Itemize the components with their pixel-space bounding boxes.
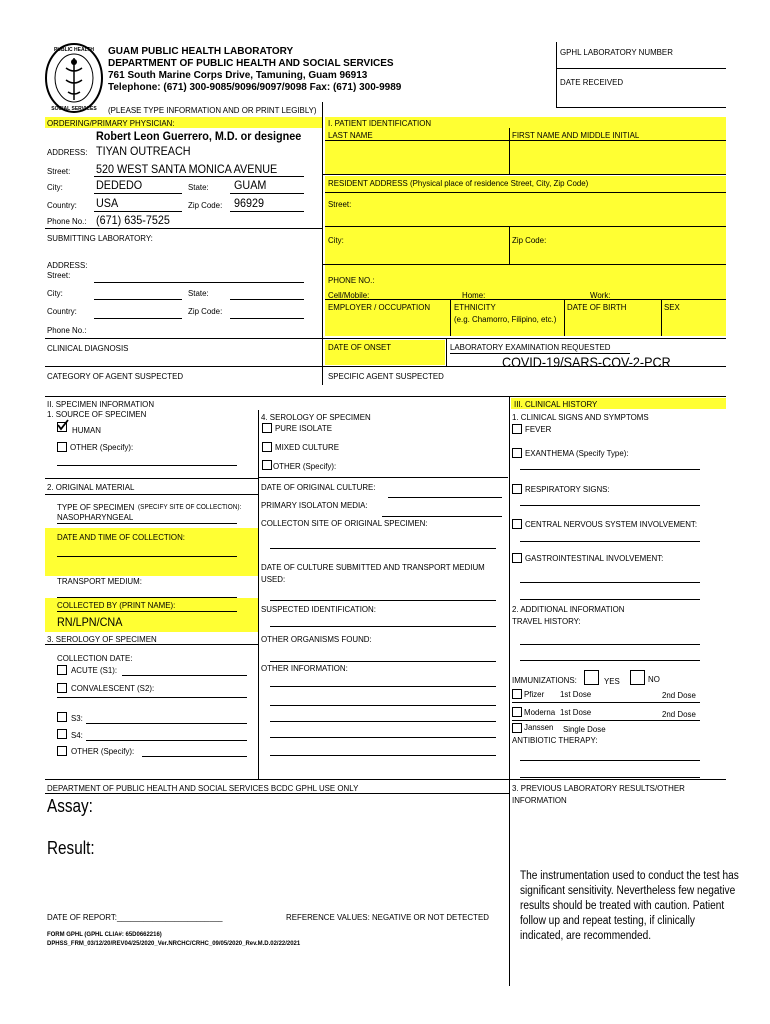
physician-zip-value[interactable]: 96929 (234, 196, 265, 210)
physician-country-label: Country: (47, 200, 77, 210)
lab-number-label: GPHL LABORATORY NUMBER (560, 47, 673, 57)
clinical-signs-label: 1. CLINICAL SIGNS AND SYMPTOMS (512, 412, 649, 422)
org-name: GUAM PUBLIC HEALTH LABORATORY (108, 46, 294, 57)
specific-agent-label: SPECIFIC AGENT SUSPECTED (328, 371, 444, 381)
source-other-checkbox[interactable] (57, 442, 67, 452)
serology4-label: 4. SEROLOGY OF SPECIMEN (261, 412, 371, 422)
s3-checkbox[interactable] (57, 712, 67, 722)
physician-phone-label: Phone No.: (47, 216, 87, 226)
pfizer-checkbox[interactable] (512, 689, 522, 699)
source-label: 1. SOURCE OF SPECIMEN (47, 409, 147, 419)
collected-by-value[interactable]: RN/LPN/CNA (57, 615, 123, 629)
moderna-checkbox[interactable] (512, 707, 522, 717)
other-organisms-label: OTHER ORGANISMS FOUND: (261, 634, 372, 644)
cell-label: Cell/Mobile: (328, 290, 370, 300)
fever-checkbox[interactable] (512, 424, 522, 434)
physician-name[interactable]: Robert Leon Guerrero, M.D. or designee (96, 129, 302, 143)
submitting-lab-label: SUBMITTING LABORATORY: (47, 233, 153, 243)
pfizer-first-dose: 1st Dose (560, 689, 592, 699)
pfizer-second-dose: 2nd Dose (662, 690, 696, 700)
primary-media-label: PRIMARY ISOLATON MEDIA: (261, 500, 368, 510)
org-phone: Telephone: (671) 300-9085/9096/9097/9098 Fax: (671) 300-9989 (108, 82, 402, 93)
submitting-phone-label: Phone No.: (47, 325, 87, 335)
additional-info-label: 2. ADDITIONAL INFORMATION (512, 604, 625, 614)
janssen-checkbox[interactable] (512, 723, 522, 733)
serology4-other-label: OTHER (Specify): (273, 461, 337, 471)
patient-phone-label: PHONE NO.: (328, 275, 375, 285)
immunization-yes-checkbox[interactable] (584, 670, 599, 685)
date-original-culture-label: DATE OF ORIGINAL CULTURE: (261, 482, 376, 492)
mixed-culture-label: MIXED CULTURE (275, 442, 339, 452)
exanthema-label: EXANTHEMA (Specify Type): (525, 448, 629, 458)
onset-label: DATE OF ONSET (328, 342, 392, 352)
ethnicity-label: ETHNICITY (454, 302, 496, 312)
physician-city-value[interactable]: DEDEDO (96, 178, 143, 192)
physician-state-label: State: (188, 182, 209, 192)
org-address: 761 South Marine Corps Drive, Tamuning, Guam 96913 (108, 70, 368, 81)
cns-label: CENTRAL NERVOUS SYSTEM INVOLVEMENT: (525, 519, 698, 529)
sex-label: SEX (664, 302, 680, 312)
transport-medium-label: TRANSPORT MEDIUM: (57, 576, 142, 586)
employer-label: EMPLOYER / OCCUPATION (328, 302, 431, 312)
specimen-type-label: TYPE OF SPECIMEN (57, 502, 135, 512)
svg-text:PUBLIC HEALTH: PUBLIC HEALTH (54, 47, 94, 53)
physician-address-value[interactable]: TIYAN OUTREACH (96, 144, 191, 158)
physician-label: ORDERING/PRIMARY PHYSICIAN: (47, 118, 175, 128)
other-info-label: OTHER INFORMATION: (261, 663, 348, 673)
travel-history-label: TRAVEL HISTORY: (512, 616, 581, 626)
serology4-other-checkbox[interactable] (262, 460, 272, 470)
physician-zip-label: Zip Code: (188, 200, 223, 210)
human-label: HUMAN (72, 425, 101, 435)
pure-isolate-checkbox[interactable] (262, 423, 272, 433)
form-id: FORM GPHL (GPHL CLIA#: 65D0662216) (47, 931, 162, 938)
submitting-zip-label: Zip Code: (188, 306, 223, 316)
bcdc-use-only-label: DEPARTMENT OF PUBLIC HEALTH AND SOCIAL SERVICES BCDC GPHL USE ONLY (47, 783, 359, 793)
submitting-city-label: City: (47, 288, 63, 298)
date-of-report[interactable]: DATE OF REPORT:________________________ (47, 912, 223, 922)
janssen-label: Janssen (524, 722, 554, 732)
form-revision: DPHSS_FRM_03/12/20/REV04/25/2020_Ver.NRCHC/CRHC_09/05/2020_Rev.M.D.02/22/2021 (47, 940, 301, 947)
moderna-first-dose: 1st Dose (560, 707, 592, 717)
s4-label: S4: (71, 730, 83, 740)
last-name-label: LAST NAME (328, 130, 373, 140)
dept-name: DEPARTMENT OF PUBLIC HEALTH AND SOCIAL SERVICES (108, 58, 394, 69)
clinical-diagnosis-label: CLINICAL DIAGNOSIS (47, 343, 129, 353)
fever-label: FEVER (525, 424, 552, 434)
patient-street-label: Street: (328, 199, 352, 209)
submitting-country-label: Country: (47, 306, 77, 316)
immunization-no-checkbox[interactable] (630, 670, 645, 685)
collection-site-label: COLLECTON SITE OF ORIGINAL SPECIMEN: (261, 518, 428, 528)
previous-results-label-2: INFORMATION (512, 795, 567, 805)
physician-street-value[interactable]: 520 WEST SANTA MONICA AVENUE (96, 162, 278, 176)
collection-date-label: COLLECTION DATE: (57, 653, 133, 663)
physician-city-label: City: (47, 182, 63, 192)
janssen-single-dose: Single Dose (563, 724, 606, 734)
ethnicity-hint: (e.g. Chamorro, Filipino, etc.) (454, 314, 557, 324)
patient-section-label: I. PATIENT IDENTIFICATION (328, 118, 432, 128)
clinical-section-label: III. CLINICAL HISTORY (514, 399, 598, 409)
suspected-id-label: SUSPECTED IDENTIFICATION: (261, 604, 376, 614)
assay-label: Assay: (47, 796, 93, 816)
physician-street-label: Street: (47, 166, 71, 176)
patient-city-label: City: (328, 235, 344, 245)
serology-other-checkbox[interactable] (57, 746, 67, 756)
date-submitted-label: DATE OF CULTURE SUBMITTED AND TRANSPORT MEDIUM (261, 562, 485, 572)
antibiotic-label: ANTIBIOTIC THERAPY: (512, 735, 598, 745)
collection-datetime-label: DATE AND TIME OF COLLECTION: (57, 532, 185, 542)
pfizer-label: Pfizer (524, 689, 545, 699)
category-agent-label: CATEGORY OF AGENT SUSPECTED (47, 371, 184, 381)
cns-checkbox[interactable] (512, 519, 522, 529)
submitting-street-label: Street: (47, 270, 71, 280)
svg-text:SOCIAL SERVICES: SOCIAL SERVICES (51, 106, 97, 112)
previous-results-label: 3. PREVIOUS LABORATORY RESULTS/OTHER (512, 783, 685, 793)
immunization-no-label: NO (648, 674, 660, 684)
physician-state-value[interactable]: GUAM (234, 178, 267, 192)
convalescent-checkbox[interactable] (57, 683, 67, 693)
date-submitted-label-2: USED: (261, 574, 286, 584)
mixed-culture-checkbox[interactable] (262, 442, 272, 452)
s3-label: S3: (71, 713, 83, 723)
home-label: Home: (462, 290, 486, 300)
instruction-text: (PLEASE TYPE INFORMATION AND OR PRINT LEGIBLY) (108, 105, 317, 115)
original-material-label: 2. ORIGINAL MATERIAL (47, 482, 135, 492)
gi-checkbox[interactable] (512, 553, 522, 563)
physician-country-value[interactable]: USA (96, 196, 119, 210)
resident-address-label: RESIDENT ADDRESS (Physical place of residence Street, City, Zip Code) (328, 178, 589, 188)
patient-zip-label: Zip Code: (512, 235, 547, 245)
date-received-label: DATE RECEIVED (560, 77, 624, 87)
first-name-label: FIRST NAME AND MIDDLE INITIAL (512, 130, 640, 140)
immunizations-label: IMMUNIZATIONS: (512, 675, 577, 685)
check-icon (56, 419, 70, 432)
pure-isolate-label: PURE ISOLATE (275, 423, 332, 433)
serology3-label: 3. SEROLOGY OF SPECIMEN (47, 634, 157, 644)
result-label: Result: (47, 838, 95, 858)
submitting-address-label: ADDRESS: (47, 260, 88, 270)
physician-address-label: ADDRESS: (47, 147, 88, 157)
specimen-section-label: II. SPECIMEN INFORMATION (47, 399, 155, 409)
source-other-label: OTHER (Specify): (70, 442, 134, 452)
physician-phone-value[interactable]: (671) 635-7525 (96, 213, 170, 227)
work-label: Work: (590, 290, 611, 300)
dob-label: DATE OF BIRTH (567, 302, 627, 312)
dphss-seal-logo (44, 42, 104, 114)
acute-checkbox[interactable] (57, 665, 67, 675)
submitting-state-label: State: (188, 288, 209, 298)
collected-by-label: COLLECTED BY (PRINT NAME): (57, 600, 176, 610)
lab-exam-value[interactable]: COVID-19/SARS-COV-2-PCR (502, 354, 671, 370)
specimen-type-hint: (SPECIFY SITE OF COLLECTION): (138, 504, 242, 511)
specimen-type-value[interactable]: NASOPHARYNGEAL (57, 512, 134, 522)
sensitivity-note: The instrumentation used to conduct the test has significant sensitivity. Nevertheless few negative results should be treated with caution. Patient follow up and repeat testing, if clinically indicated, are recommended. (520, 870, 739, 942)
respiratory-label: RESPIRATORY SIGNS: (525, 484, 610, 494)
s4-checkbox[interactable] (57, 729, 67, 739)
respiratory-checkbox[interactable] (512, 484, 522, 494)
reference-values: REFERENCE VALUES: NEGATIVE OR NOT DETECTED (286, 912, 489, 922)
acute-label: ACUTE (S1): (71, 665, 118, 675)
moderna-label: Moderna (524, 707, 556, 717)
lab-exam-label: LABORATORY EXAMINATION REQUESTED (450, 342, 611, 352)
gi-label: GASTROINTESTINAL INVOLVEMENT: (525, 553, 664, 563)
convalescent-label: CONVALESCENT (S2): (71, 683, 155, 693)
immunization-yes-label: YES (604, 676, 620, 686)
exanthema-checkbox[interactable] (512, 448, 522, 458)
serology-other-label: OTHER (Specify): (71, 746, 135, 756)
moderna-second-dose: 2nd Dose (662, 709, 696, 719)
